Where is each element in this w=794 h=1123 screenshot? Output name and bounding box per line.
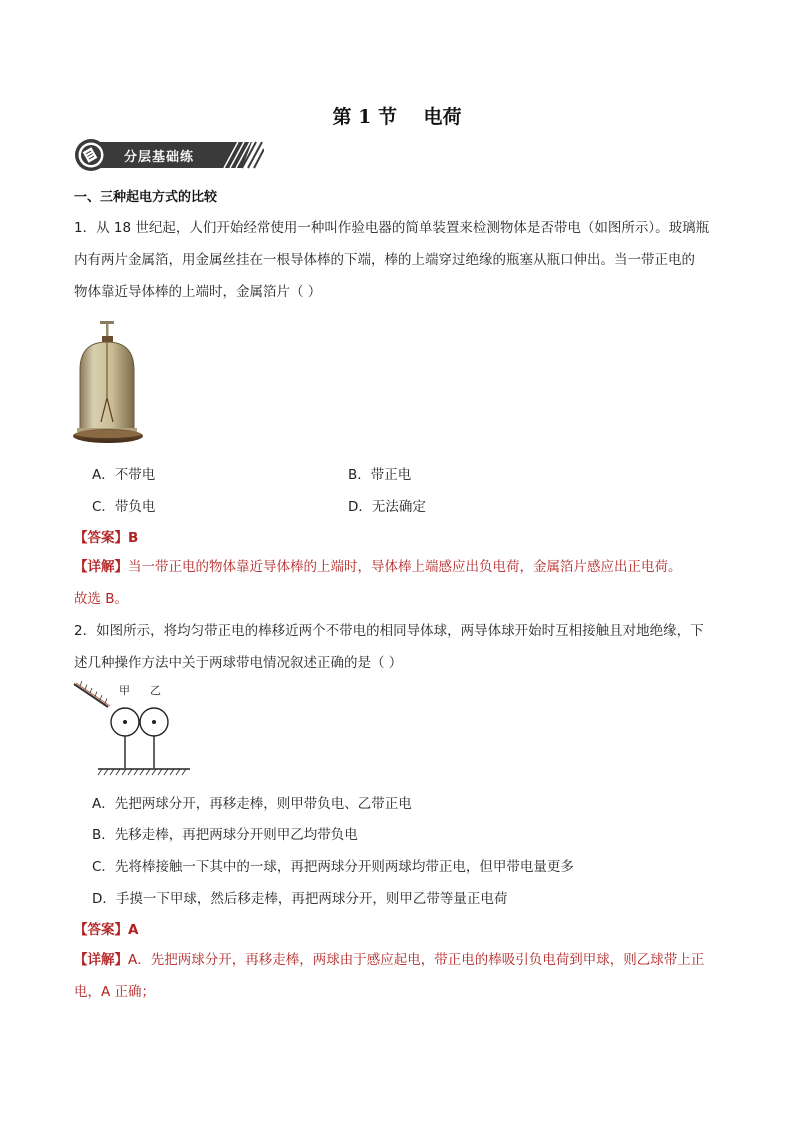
detail-text: A．先把两球分开，再移走棒，两球由于感应起电，带正电的棒吸引负电荷到甲球，则乙球带上正 — [128, 952, 705, 968]
sphere-jia-label: 甲 — [119, 684, 130, 697]
detail-label: 【详解】 — [74, 559, 128, 575]
answer-label: 【答案】 — [74, 922, 128, 938]
q2-option-c: C．先将棒接触一下其中的一球，再把两球分开则两球均带正电，但甲带电量更多 — [92, 859, 574, 875]
question-1-line: 内有两片金属箔，用金属丝挂在一根导体棒的下端，棒的上端穿过绝缘的瓶塞从瓶口伸出。当一带正电的 — [74, 252, 695, 268]
banner-label: 分层基础练 — [124, 150, 195, 165]
q1-detail — [74, 551, 724, 615]
answer-label: 【答案】 — [74, 530, 128, 546]
two-spheres-diagram — [72, 680, 196, 778]
sphere-yi-label: 乙 — [150, 684, 161, 697]
q2-option-b: B．先移走棒，再把两球分开则甲乙均带负电 — [92, 827, 358, 843]
detail-text: 故选 B。 — [74, 591, 129, 607]
q1-answer — [74, 526, 138, 546]
q1-option-a: A．不带电 — [92, 467, 156, 483]
question-2-line: 述几种操作方法中关于两球带电情况叙述正确的是（ ） — [74, 655, 403, 671]
question-1-text — [74, 212, 724, 308]
q2-option-a: A．先把两球分开，再移走棒，则甲带负电、乙带正电 — [92, 796, 412, 812]
detail-text: 当一带正电的物体靠近导体棒的上端时，导体棒上端感应出负电荷，金属箔片感应出正电荷。 — [128, 559, 682, 575]
question-1-line: 1．从 18 世纪起，人们开始经常使用一种叫作验电器的简单装置来检测物体是否带电（如图所示）。玻璃瓶 — [74, 220, 710, 236]
q2-answer — [74, 918, 138, 938]
page-title: 第 1 节 电荷 — [332, 106, 462, 128]
answer-value: B — [128, 530, 139, 546]
section-banner — [74, 138, 264, 172]
electroscope-illustration — [72, 318, 144, 446]
q1-option-b: B．带正电 — [348, 467, 412, 483]
q2-option-d: D．手摸一下甲球，然后移走棒，再把两球分开，则甲乙带等量正电荷 — [92, 891, 508, 907]
section-heading: 一、三种起电方式的比较 — [74, 190, 218, 205]
q1-option-c: C．带负电 — [92, 499, 156, 515]
question-2-text — [74, 615, 724, 679]
question-2-line: 2．如图所示，将均匀带正电的棒移近两个不带电的相同导体球，两导体球开始时互相接触且对地绝缘，下 — [74, 623, 704, 639]
charged-rod — [74, 681, 110, 707]
detail-label: 【详解】 — [74, 952, 128, 968]
answer-value: A — [128, 922, 139, 938]
q1-option-d: D．无法确定 — [348, 499, 426, 515]
detail-text: 电，A 正确； — [74, 984, 156, 1000]
q2-detail — [74, 944, 724, 1008]
question-1-line: 物体靠近导体棒的上端时，金属箔片（ ） — [74, 284, 322, 300]
